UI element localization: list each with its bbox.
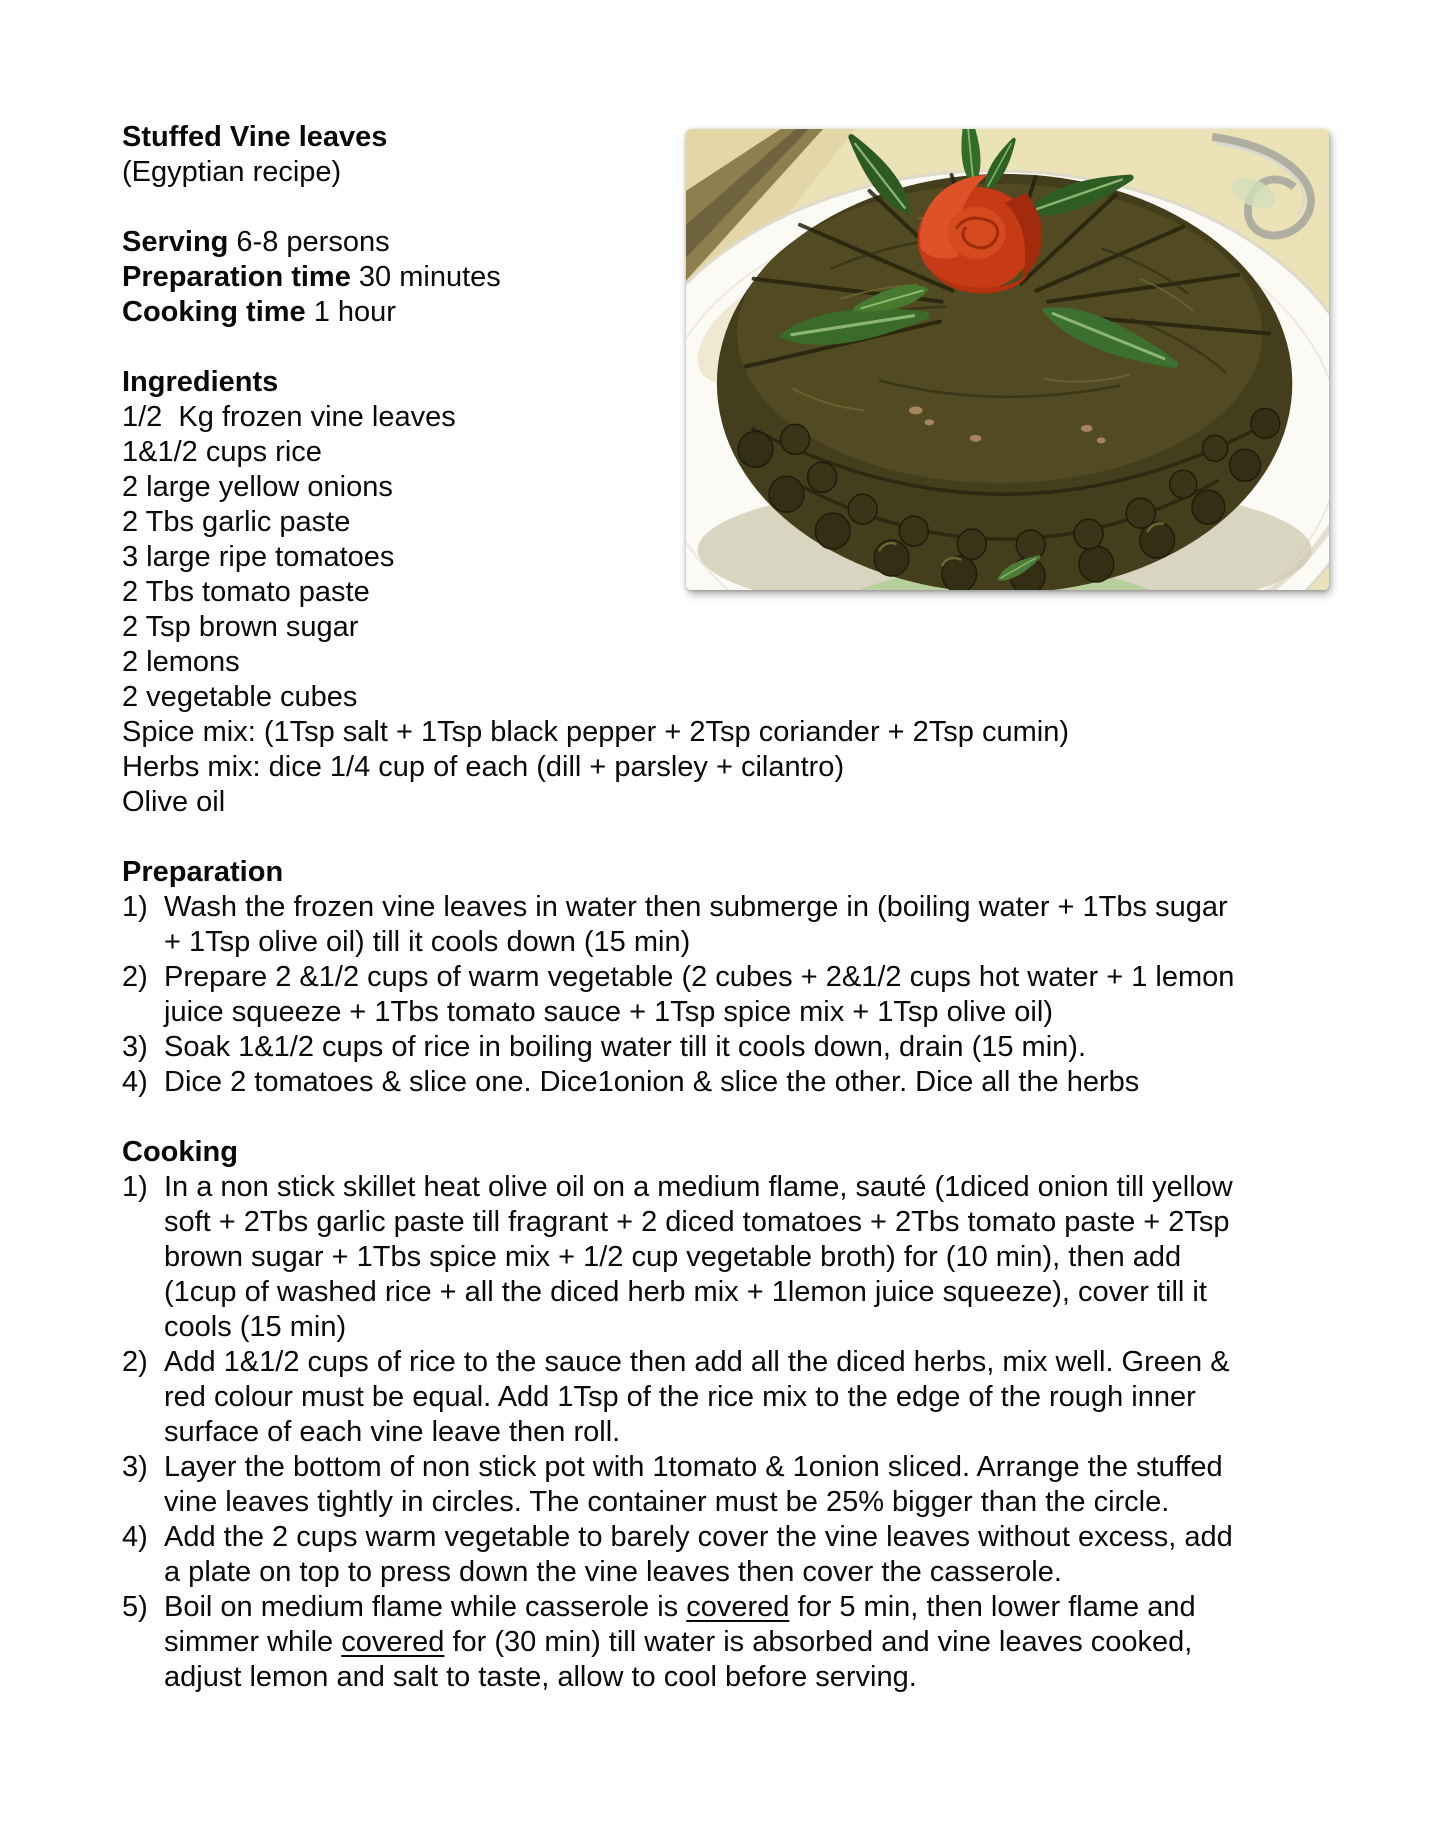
step-number: 2) <box>122 961 148 993</box>
step-text-segment: for (30 min) till water is absorbed and vine leaves cooked, adjust lemon and salt to taste, allow to cool before serving. <box>164 1626 1193 1693</box>
step-number: 4) <box>122 1521 148 1553</box>
step-number: 5) <box>122 1591 148 1623</box>
preparation-steps <box>122 890 1244 1100</box>
meta-label: Serving <box>122 226 229 258</box>
step-text: Layer the bottom of non stick pot with 1tomato & 1onion sliced. Arrange the stuffed vine leaves tightly in circles. The container must be 25% bigger than the circle. <box>164 1451 1223 1518</box>
meta-value: 1 hour <box>305 296 396 328</box>
step-text: Prepare 2 &1/2 cups of warm vegetable (2 cubes + 2&1/2 cups hot water + 1 lemon juice squeeze + 1Tbs tomato sauce + 1Tsp spice mix + 1Tsp olive oil) <box>164 961 1235 1028</box>
ingredients-heading: Ingredients <box>122 366 279 398</box>
dish-photo <box>686 129 1329 590</box>
step-number: 1) <box>122 1171 148 1203</box>
step-item <box>122 890 1244 960</box>
ingredient-item: 2 large yellow onions <box>122 471 393 503</box>
step-text: Wash the frozen vine leaves in water then submerge in (boiling water + 1Tbs sugar + 1Tsp olive oil) till it cools down (15 min) <box>164 891 1228 958</box>
ingredient-item: 3 large ripe tomatoes <box>122 541 395 573</box>
step-number: 4) <box>122 1066 148 1098</box>
step-item <box>122 1590 1244 1695</box>
page-subtitle: (Egyptian recipe) <box>122 156 342 188</box>
ingredient-item: 2 Tbs tomato paste <box>122 576 370 608</box>
dish-photo-illustration <box>686 129 1329 590</box>
step-item <box>122 960 1244 1030</box>
cooking-steps <box>122 1170 1244 1695</box>
step-text-segment: for 5 min, then lower flame and simmer while <box>164 1591 1196 1658</box>
step-item <box>122 1065 1244 1100</box>
ingredient-item: 1/2 Kg frozen vine leaves <box>122 401 456 433</box>
step-text: Add the 2 cups warm vegetable to barely cover the vine leaves without excess, add a plate on top to press down the vine leaves then cover the casserole. <box>164 1521 1233 1588</box>
step-item <box>122 1450 1244 1520</box>
step-item <box>122 1345 1244 1450</box>
step-text-segment: Boil on medium flame while casserole is <box>164 1591 687 1623</box>
step-item <box>122 1520 1244 1590</box>
page-title: Stuffed Vine leaves <box>122 121 388 153</box>
cooking-heading: Cooking <box>122 1136 238 1168</box>
meta-label: Preparation time <box>122 261 351 293</box>
preparation-heading: Preparation <box>122 856 284 888</box>
step-number: 3) <box>122 1451 148 1483</box>
step-text: Add 1&1/2 cups of rice to the sauce then add all the diced herbs, mix well. Green & red colour must be equal. Add 1Tsp of the rice mix to the edge of the rough inner surface of each vine leave then roll. <box>164 1346 1230 1448</box>
ingredient-item: Olive oil <box>122 786 226 818</box>
step-text: Soak 1&1/2 cups of rice in boiling water till it cools down, drain (15 min). <box>164 1031 1086 1063</box>
step-text <box>164 1591 1196 1693</box>
step-text: Dice 2 tomatoes & slice one. Dice1onion & slice the other. Dice all the herbs <box>164 1066 1140 1098</box>
underlined-text: covered <box>686 1591 790 1623</box>
ingredient-item: 2 Tbs garlic paste <box>122 506 351 538</box>
underlined-text: covered <box>341 1626 445 1658</box>
step-item <box>122 1030 1244 1065</box>
step-number: 1) <box>122 891 148 923</box>
step-item <box>122 1170 1244 1345</box>
ingredient-item: Herbs mix: dice 1/4 cup of each (dill + parsley + cilantro) <box>122 751 845 783</box>
ingredient-item: Spice mix: (1Tsp salt + 1Tsp black pepper + 2Tsp coriander + 2Tsp cumin) <box>122 716 1069 748</box>
meta-value: 6-8 persons <box>228 226 390 258</box>
ingredient-item: 2 Tsp brown sugar <box>122 611 359 643</box>
meta-label: Cooking time <box>122 296 306 328</box>
ingredient-item: 2 lemons <box>122 646 240 678</box>
step-number: 2) <box>122 1346 148 1378</box>
step-text: In a non stick skillet heat olive oil on a medium flame, sauté (1diced onion till yellow soft + 2Tbs garlic paste till fragrant + 2 diced tomatoes + 2Tbs tomato paste + 2Tsp brown sugar + 1Tbs spice mix + 1/2 cup vegetable broth) for (10 min), then add (1cup of washed rice + all the diced herb mix + 1lemon juice squeeze), cover till it cools (15 min) <box>164 1171 1233 1343</box>
ingredient-item: 2 vegetable cubes <box>122 681 358 713</box>
step-number: 3) <box>122 1031 148 1063</box>
ingredient-item: 1&1/2 cups rice <box>122 436 322 468</box>
meta-value: 30 minutes <box>350 261 501 293</box>
